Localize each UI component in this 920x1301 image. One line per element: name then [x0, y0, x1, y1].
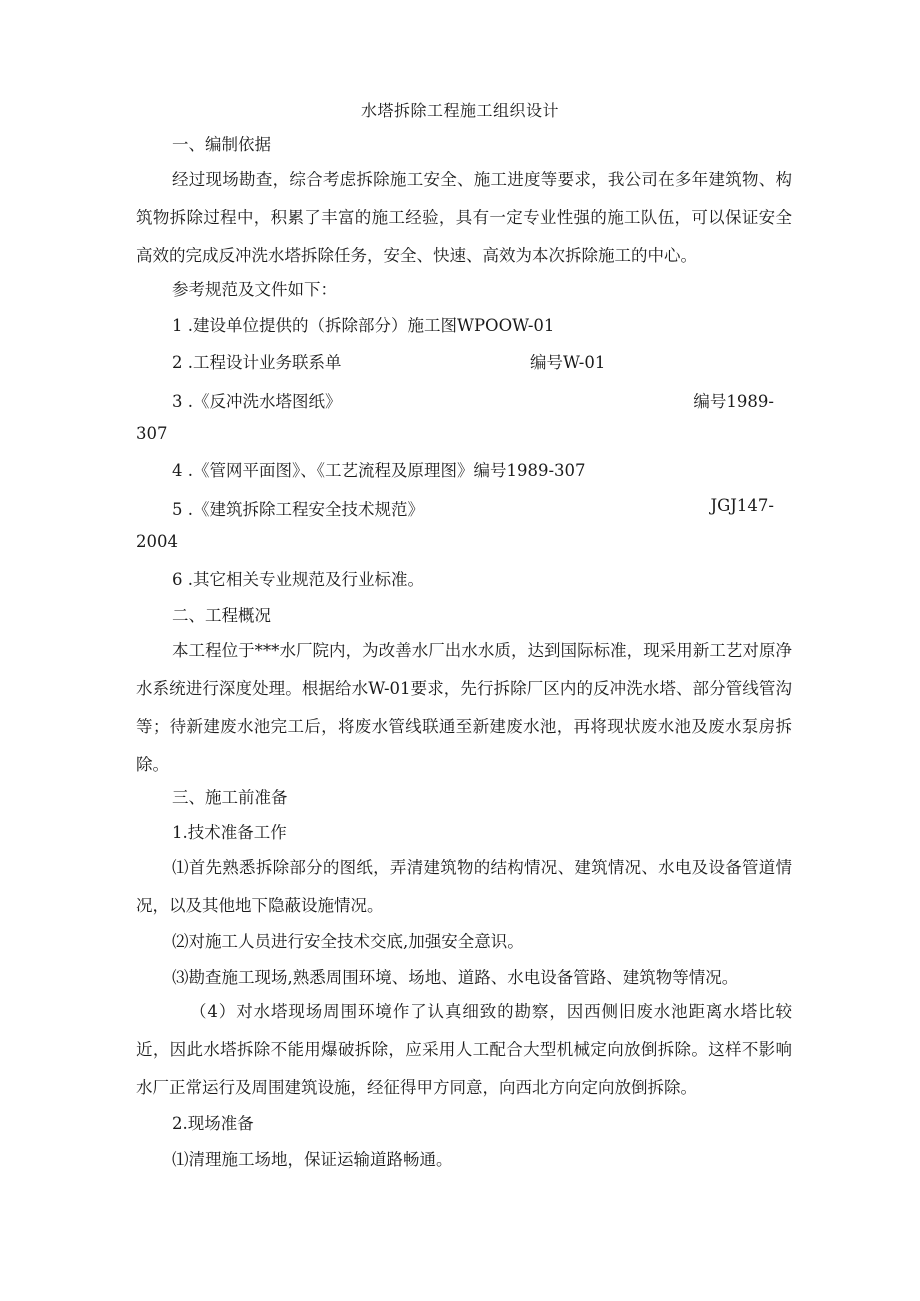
reference-item-6: 6 .其它相关专业规范及行业标准。	[172, 570, 424, 589]
subsection-technical-prep: 1.技术准备工作	[172, 823, 287, 842]
technical-item-1: ⑴首先熟悉拆除部分的图纸，弄清建筑物的结构情况、建筑情况、水电及设备管道情况，以及其他地下隐蔽设施情况。	[136, 858, 792, 915]
site-item-1: ⑴清理施工场地，保证运输道路畅通。	[172, 1150, 453, 1169]
technical-item-4: （4）对水塔现场周围环境作了认真细致的勘察，因西侧旧废水池距离水塔比较近，因此水塔拆除不能用爆破拆除，应采用人工配合大型机械定向放倒拆除。这样不影响水厂正常运行及周围建筑设施，经征得甲方同意，向西北方向定向放倒拆除。	[136, 1002, 792, 1097]
references-heading: 参考规范及文件如下：	[172, 280, 337, 299]
reference-item-5-number: JGJ147-	[710, 496, 774, 515]
reference-item-3-title: 3 .《反冲洗水塔图纸》	[172, 392, 342, 411]
section-3-heading: 三、施工前准备	[172, 788, 288, 807]
reference-item-4: 4 .《管网平面图》、《工艺流程及原理图》编号1989-307	[172, 461, 586, 480]
section-2-body: 本工程位于***水厂院内，为改善水厂出水水质，达到国际标准，现采用新工艺对原净水系统进行深度处理。根据给水W-01要求，先行拆除厂区内的反冲洗水塔、部分管线管沟等；待新建废水池完工后，将废水管线联通至新建废水池，再将现状废水池及废水泵房拆除。	[136, 641, 792, 774]
document-title: 水塔拆除工程施工组织设计	[360, 101, 559, 120]
section-2-heading: 二、工程概况	[172, 606, 271, 625]
reference-item-3-continuation: 307	[136, 424, 168, 443]
reference-item-1: 1 .建设单位提供的（拆除部分）施工图WPOOW-01	[172, 316, 555, 335]
reference-item-5	[172, 496, 774, 520]
technical-item-2: ⑵对施工人员进行安全技术交底,加强安全意识。	[172, 932, 524, 951]
subsection-site-prep: 2.现场准备	[172, 1114, 254, 1133]
reference-item-5-title: 5 .《建筑拆除工程安全技术规范》	[172, 500, 424, 519]
reference-item-3-number: 编号1989-	[693, 392, 774, 411]
reference-item-2: 2 .工程设计业务联系单	[172, 353, 342, 372]
section-1-intro: 经过现场勘查，综合考虑拆除施工安全、施工进度等要求，我公司在多年建筑物、构筑物拆除过程中，积累了丰富的施工经验，具有一定专业性强的施工队伍，可以保证安全高效的完成反冲洗水塔拆除任务，安全、快速、高效为本次拆除施工的中心。	[136, 170, 792, 265]
section-1-heading: 一、编制依据	[172, 135, 271, 154]
reference-item-3	[172, 388, 774, 412]
reference-item-5-continuation: 2004	[136, 532, 178, 551]
technical-item-3: ⑶勘查施工现场,熟悉周围环境、场地、道路、水电设备管路、建筑物等情况。	[172, 968, 739, 987]
reference-item-2-number: 编号W-01	[530, 353, 606, 372]
